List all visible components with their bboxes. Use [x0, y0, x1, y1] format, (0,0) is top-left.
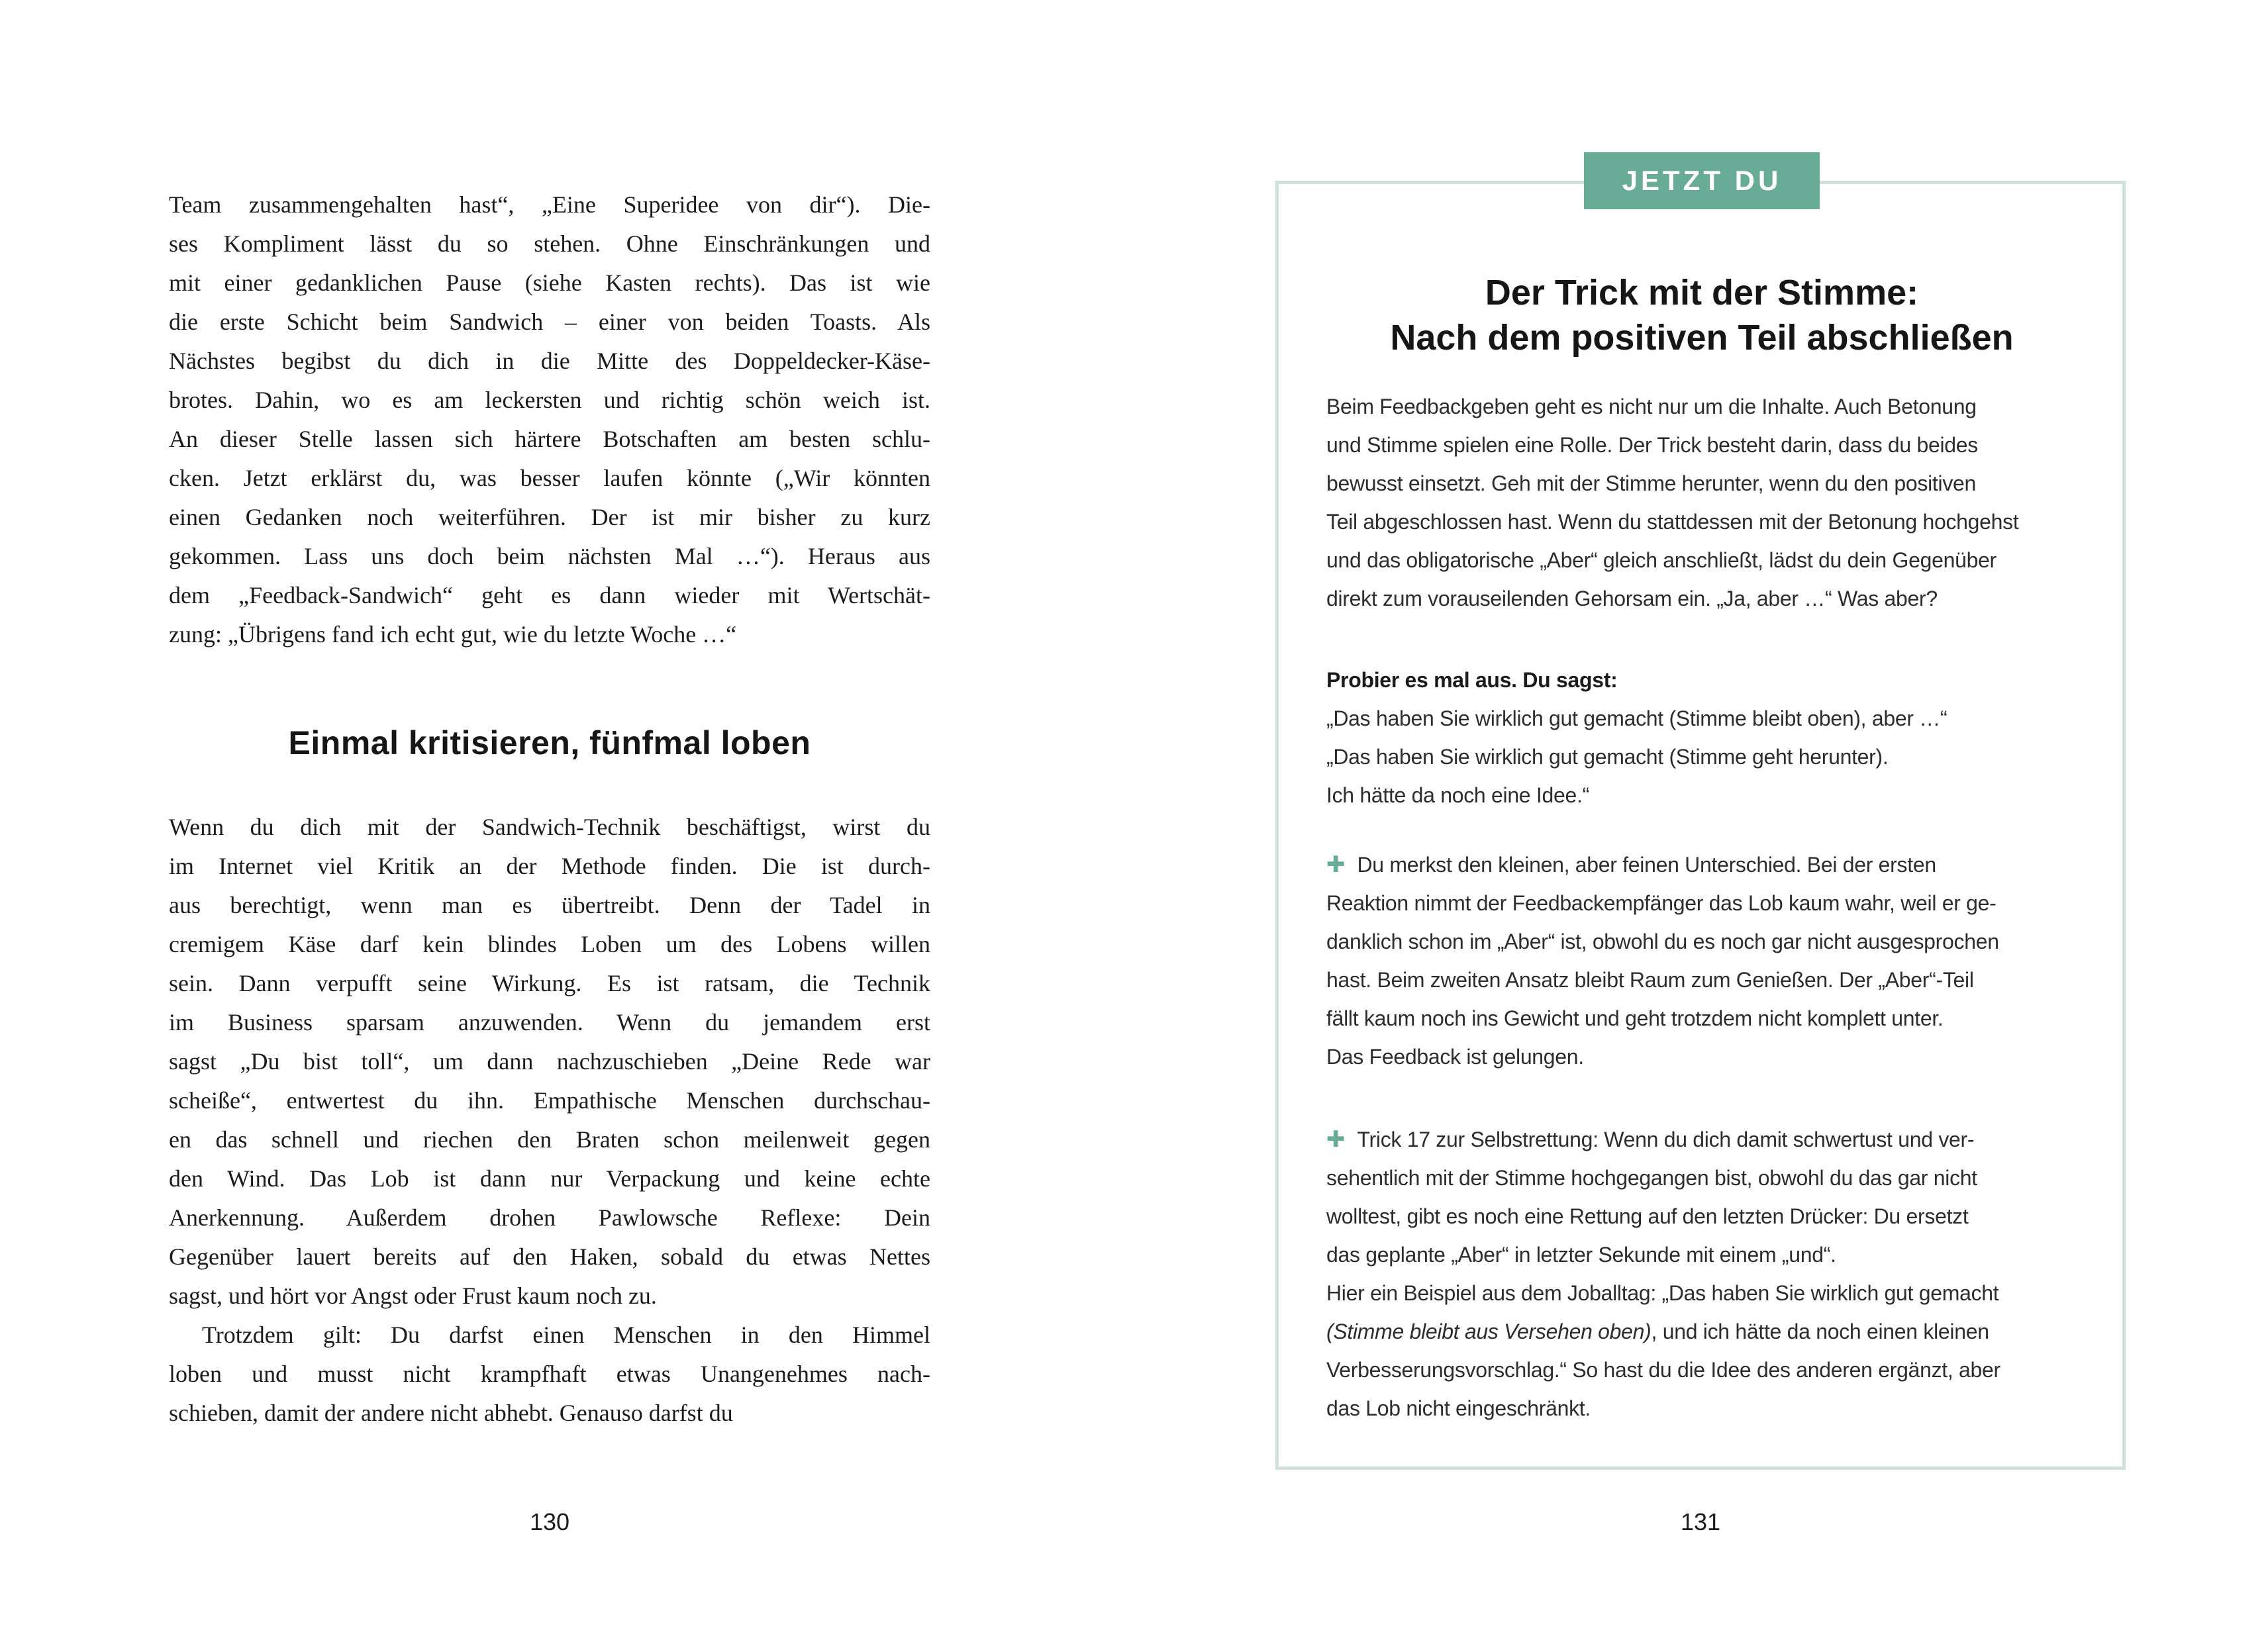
- text-line: [169, 1159, 930, 1198]
- text-segment: einen Gedanken noch weiterführen. Der ist mir bisher zu kurz: [169, 504, 930, 530]
- text-segment: sagst, und hört vor Angst oder Frust kaum noch zu.: [169, 1282, 657, 1309]
- text-line: [1326, 464, 2081, 503]
- text-segment: Team zusammengehalten hast“, „Eine Superidee von dir“). Die-: [169, 191, 930, 218]
- text-line: [169, 185, 930, 224]
- text-line: [169, 537, 930, 576]
- text-line: [1326, 776, 2081, 814]
- text-line: [1326, 961, 2081, 999]
- left-paragraph-2: [169, 808, 930, 1316]
- text-segment: bewusst einsetzt. Geh mit der Stimme herunter, wenn du den positiven: [1326, 471, 1977, 495]
- text-segment: „Das haben Sie wirklich gut gemacht (Stimme geht herunter).: [1326, 745, 1889, 769]
- text-segment: fällt kaum noch ins Gewicht und geht trotzdem nicht komplett unter.: [1326, 1006, 1944, 1030]
- text-line: [169, 459, 930, 498]
- text-segment: Trick 17 zur Selbstrettung: Wenn du dich damit schwertust und ver-: [1357, 1128, 1975, 1151]
- text-line: [1326, 1312, 2081, 1351]
- text-line: [1318, 315, 2086, 360]
- text-line: [169, 224, 930, 264]
- text-segment: Du merkst den kleinen, aber feinen Unterschied. Bei der ersten: [1357, 853, 1936, 877]
- text-line: [1326, 999, 2081, 1038]
- text-segment: Trotzdem gilt: Du darfst einen Menschen in den Himmel: [202, 1322, 930, 1348]
- plus-icon: ✚: [1326, 851, 1346, 878]
- text-segment: sein. Dann verpufft seine Wirkung. Es ist ratsam, die Technik: [169, 970, 930, 996]
- text-line: [169, 847, 930, 886]
- text-segment: aus berechtigt, wenn man es übertreibt. Denn der Tadel in: [169, 892, 930, 918]
- text-segment: und das obligatorische „Aber“ gleich anschließt, lädst du dein Gegenüber: [1326, 548, 1997, 572]
- text-segment: zung: „Übrigens fand ich echt gut, wie du letzte Woche …“: [169, 621, 737, 648]
- text-segment: Anerkennung. Außerdem drohen Pawlowsche Reflexe: Dein: [169, 1204, 930, 1231]
- text-segment: Ich hätte da noch eine Idee.“: [1326, 783, 1589, 807]
- box-title: [1318, 270, 2086, 360]
- left-section-heading: Einmal kritisieren, fünfmal loben: [288, 724, 811, 761]
- left-paragraph-1: [169, 185, 930, 654]
- text-line: [169, 576, 930, 615]
- text-line: [1318, 270, 2086, 315]
- text-segment: wolltest, gibt es noch eine Rettung auf den letzten Drücker: Du ersetzt: [1326, 1204, 1969, 1228]
- text-segment: gekommen. Lass uns doch beim nächsten Mal …“). Heraus aus: [169, 543, 930, 569]
- text-line: [169, 381, 930, 420]
- text-line: [1326, 1197, 2081, 1235]
- jetzt-du-tab: JETZT DU: [1584, 152, 1820, 209]
- text-line: [169, 1198, 930, 1237]
- text-segment: schieben, damit der andere nicht abhebt. Genauso darfst du: [169, 1400, 733, 1426]
- text-line: [169, 1316, 930, 1355]
- text-line: [1326, 579, 2081, 618]
- text-segment: das Lob nicht eingeschränkt.: [1326, 1396, 1591, 1420]
- text-line: [169, 1394, 930, 1433]
- text-segment: den Wind. Das Lob ist dann nur Verpackung und keine echte: [169, 1165, 930, 1192]
- text-segment: Nächstes begibst du dich in die Mitte des Doppeldecker-Käse-: [169, 348, 930, 374]
- text-line: [169, 615, 930, 654]
- text-line: [169, 808, 930, 847]
- text-segment: Beim Feedbackgeben geht es nicht nur um die Inhalte. Auch Betonung: [1326, 395, 1977, 418]
- text-segment: die erste Schicht beim Sandwich – einer von beiden Toasts. Als: [169, 309, 930, 335]
- text-line: [1326, 503, 2081, 541]
- text-line: [169, 498, 930, 537]
- text-segment: Das Feedback ist gelungen.: [1326, 1045, 1584, 1069]
- text-line: [169, 303, 930, 342]
- text-line: [169, 1277, 930, 1316]
- text-segment: sagst „Du bist toll“, um dann nachzuschieben „Deine Rede war: [169, 1048, 930, 1075]
- text-segment: An dieser Stelle lassen sich härtere Botschaften am besten schlu-: [169, 426, 930, 452]
- text-line: [1326, 1351, 2081, 1389]
- text-segment: direkt zum vorauseilenden Gehorsam ein. „Ja, aber …“ Was aber?: [1326, 587, 1938, 610]
- text-line: [1326, 1274, 2081, 1312]
- text-segment: Gegenüber lauert bereits auf den Haken, sobald du etwas Nettes: [169, 1243, 930, 1270]
- text-segment: Verbesserungsvorschlag.“ So hast du die Idee des anderen ergänzt, aber: [1326, 1358, 2000, 1382]
- text-line: [169, 1003, 930, 1042]
- text-segment: sehentlich mit der Stimme hochgegangen bist, obwohl du das gar nicht: [1326, 1166, 1977, 1190]
- text-segment: (Stimme bleibt aus Versehen oben): [1326, 1320, 1652, 1343]
- text-line: [1326, 884, 2081, 922]
- text-segment: das geplante „Aber“ in letzter Sekunde mit einem „und“.: [1326, 1243, 1836, 1267]
- text-segment: loben und musst nicht krampfhaft etwas Unangenehmes nach-: [169, 1361, 930, 1387]
- box-intro-paragraph: [1326, 387, 2081, 618]
- text-line: [1326, 922, 2081, 961]
- text-line: [169, 264, 930, 303]
- plus-icon: ✚: [1326, 1126, 1346, 1153]
- text-segment: Der Trick mit der Stimme:: [1485, 273, 1919, 313]
- page-number-left: 130: [529, 1508, 570, 1535]
- text-segment: Teil abgeschlossen hast. Wenn du stattdessen mit der Betonung hochgehst: [1326, 510, 2019, 534]
- text-line: [169, 342, 930, 381]
- text-segment: Reaktion nimmt der Feedbackempfänger das Lob kaum wahr, weil er ge-: [1326, 891, 1997, 915]
- text-line: [169, 1042, 930, 1081]
- text-segment: cken. Jetzt erklärst du, was besser laufen könnte („Wir könnten: [169, 465, 930, 491]
- text-segment: en das schnell und riechen den Braten schon meilenweit gegen: [169, 1126, 930, 1153]
- text-segment: cremigem Käse darf kein blindes Loben um des Lobens willen: [169, 931, 930, 957]
- text-line: [1326, 738, 2081, 776]
- text-line: [169, 420, 930, 459]
- text-line: [169, 925, 930, 964]
- text-segment: ses Kompliment lässt du so stehen. Ohne Einschränkungen und: [169, 230, 930, 257]
- text-segment: , und ich hätte da noch einen kleinen: [1651, 1320, 1989, 1343]
- box-tip-1: [1326, 845, 2081, 1076]
- text-segment: danklich schon im „Aber“ ist, obwohl du es noch gar nicht ausgesprochen: [1326, 930, 1999, 953]
- text-segment: im Business sparsam anzuwenden. Wenn du jemandem erst: [169, 1009, 930, 1036]
- box-prompt-heading: Probier es mal aus. Du sagst:: [1326, 668, 1618, 692]
- text-segment: dem „Feedback-Sandwich“ geht es dann wieder mit Wertschät-: [169, 582, 930, 608]
- text-segment: brotes. Dahin, wo es am leckersten und richtig schön weich ist.: [169, 387, 930, 413]
- text-line: [1326, 699, 2081, 738]
- text-line: [1326, 1159, 2081, 1197]
- text-line: [169, 1237, 930, 1277]
- text-line: [1326, 845, 2081, 884]
- text-segment: Nach dem positiven Teil abschließen: [1390, 318, 2014, 358]
- text-line: [169, 1355, 930, 1394]
- text-line: [169, 964, 930, 1003]
- text-segment: und Stimme spielen eine Rolle. Der Trick besteht darin, dass du beides: [1326, 433, 1978, 457]
- text-line: [1326, 1389, 2081, 1427]
- box-tip-2: [1326, 1120, 2081, 1427]
- text-segment: mit einer gedanklichen Pause (siehe Kasten rechts). Das ist wie: [169, 269, 930, 296]
- text-line: [169, 886, 930, 925]
- page-number-right: 131: [1680, 1508, 1721, 1535]
- text-line: [169, 1120, 930, 1159]
- text-segment: scheiße“, entwertest du ihn. Empathische Menschen durchschau-: [169, 1087, 930, 1114]
- text-line: [1326, 1120, 2081, 1159]
- text-segment: hast. Beim zweiten Ansatz bleibt Raum zum Genießen. Der „Aber“-Teil: [1326, 968, 1974, 992]
- text-segment: Hier ein Beispiel aus dem Joballtag: „Das haben Sie wirklich gut gemacht: [1326, 1281, 1999, 1305]
- text-line: [1326, 426, 2081, 464]
- text-line: [1326, 1235, 2081, 1274]
- text-line: [1326, 1038, 2081, 1076]
- text-segment: im Internet viel Kritik an der Methode finden. Die ist durch-: [169, 853, 930, 879]
- text-segment: Wenn du dich mit der Sandwich-Technik beschäftigst, wirst du: [169, 814, 930, 840]
- text-line: [1326, 541, 2081, 579]
- left-paragraph-3: [169, 1316, 930, 1433]
- text-segment: „Das haben Sie wirklich gut gemacht (Stimme bleibt oben), aber …“: [1326, 706, 1948, 730]
- text-line: [169, 1081, 930, 1120]
- text-line: [1326, 387, 2081, 426]
- box-quote-lines: [1326, 699, 2081, 814]
